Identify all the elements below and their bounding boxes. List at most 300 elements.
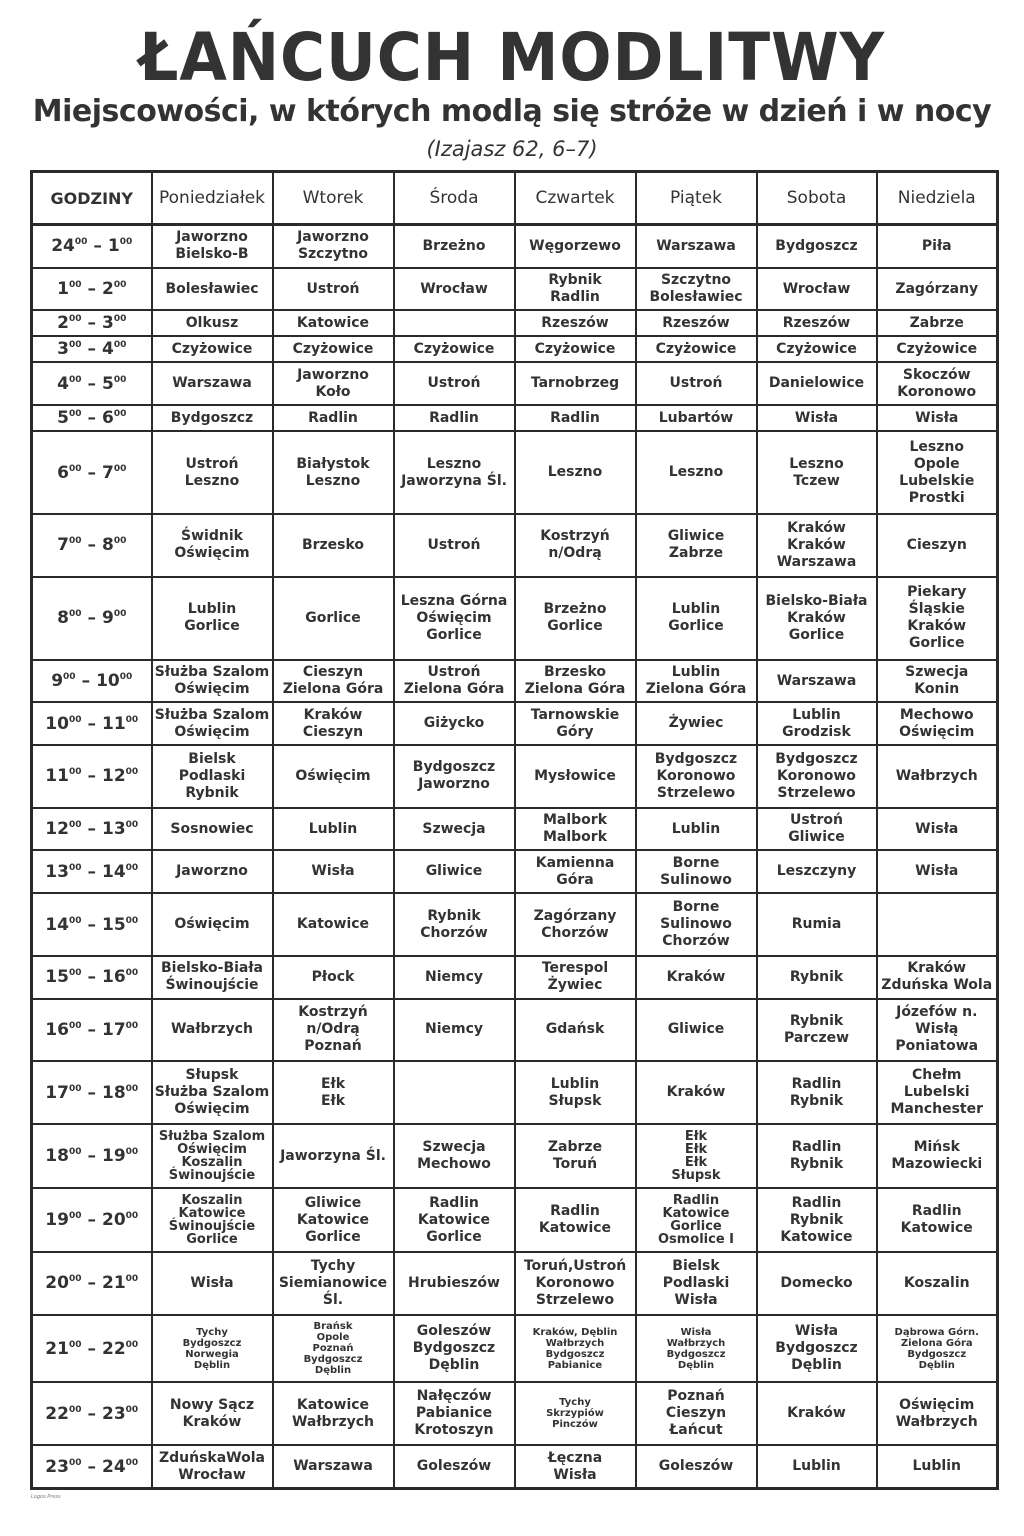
schedule-cell-friday: Lubartów bbox=[636, 405, 757, 431]
schedule-cell-saturday: Bydgoszcz Koronowo Strzelewo bbox=[757, 745, 877, 808]
hour-separator: – bbox=[87, 535, 96, 556]
hour-end: 17 bbox=[102, 1019, 126, 1040]
hour-start: 15 bbox=[45, 967, 69, 988]
schedule-cell-monday: ZduńskaWola Wrocław bbox=[152, 1445, 273, 1488]
minute-mark: 00 bbox=[74, 237, 88, 248]
schedule-cell-monday: Olkusz bbox=[152, 310, 273, 336]
schedule-cell-saturday: Wisła bbox=[757, 405, 877, 431]
schedule-cell-sunday: Oświęcim Wałbrzych bbox=[877, 1382, 998, 1445]
hour-separator: – bbox=[87, 313, 96, 334]
schedule-cell-wednesday: Gliwice bbox=[394, 850, 515, 893]
schedule-cell-thursday: Zagórzany Chorzów bbox=[515, 893, 636, 956]
hour-end: 21 bbox=[102, 1273, 126, 1294]
schedule-cell-sunday: Koszalin bbox=[877, 1252, 998, 1315]
schedule-cell-saturday: Kraków Kraków Warszawa bbox=[757, 514, 877, 577]
hour-end: 3 bbox=[102, 313, 114, 334]
hour-start: 1 bbox=[57, 279, 69, 300]
schedule-cell-sunday: Kraków Zduńska Wola bbox=[877, 956, 998, 999]
table-row bbox=[32, 310, 998, 336]
minute-mark: 00 bbox=[113, 374, 127, 385]
schedule-cell-tuesday: Białystok Leszno bbox=[273, 431, 394, 514]
hour-end: 4 bbox=[102, 339, 114, 360]
hour-separator: – bbox=[93, 236, 102, 257]
schedule-cell-saturday: Leszno Tczew bbox=[757, 431, 877, 514]
hour-start: 11 bbox=[45, 766, 69, 787]
schedule-cell-tuesday: Cieszyn Zielona Góra bbox=[273, 660, 394, 703]
schedule-cell-thursday: Radlin bbox=[515, 405, 636, 431]
minute-mark: 00 bbox=[68, 1457, 82, 1468]
hour-range-cell bbox=[32, 577, 152, 660]
schedule-cell-sunday: Mechowo Oświęcim bbox=[877, 702, 998, 745]
minute-mark: 00 bbox=[113, 409, 127, 420]
table-row bbox=[32, 1315, 998, 1383]
schedule-cell-monday: Oświęcim bbox=[152, 893, 273, 956]
schedule-cell-wednesday: Rybnik Chorzów bbox=[394, 893, 515, 956]
schedule-cell-friday: Ustroń bbox=[636, 362, 757, 405]
column-header-friday: Piątek bbox=[636, 172, 757, 225]
minute-mark: 00 bbox=[68, 1404, 82, 1415]
schedule-cell-thursday: Kraków, Dęblin Wałbrzych Bydgoszcz Pabianice bbox=[515, 1315, 636, 1383]
hour-start: 10 bbox=[45, 713, 69, 734]
schedule-cell-thursday: Malbork Malbork bbox=[515, 808, 636, 851]
schedule-cell-saturday: Bielsko-Biała Kraków Gorlice bbox=[757, 577, 877, 660]
minute-mark: 00 bbox=[68, 767, 82, 778]
schedule-cell-saturday: Bydgoszcz bbox=[757, 225, 877, 268]
hour-start: 13 bbox=[45, 861, 69, 882]
table-row bbox=[32, 1382, 998, 1445]
schedule-cell-tuesday: Katowice bbox=[273, 893, 394, 956]
schedule-cell-saturday: Ustroń Gliwice bbox=[757, 808, 877, 851]
hour-range-cell bbox=[32, 268, 152, 311]
hour-range-cell bbox=[32, 660, 152, 703]
minute-mark: 00 bbox=[113, 280, 127, 291]
schedule-cell-wednesday: Leszno Jaworzyna Śl. bbox=[394, 431, 515, 514]
table-row bbox=[32, 660, 998, 703]
schedule-cell-sunday: Leszno Opole Lubelskie Prostki bbox=[877, 431, 998, 514]
minute-mark: 00 bbox=[68, 609, 82, 620]
hour-range-cell bbox=[32, 514, 152, 577]
hour-separator: – bbox=[87, 713, 96, 734]
schedule-cell-friday: Czyżowice bbox=[636, 336, 757, 362]
hour-range-cell bbox=[32, 745, 152, 808]
table-row bbox=[32, 745, 998, 808]
hour-end: 7 bbox=[102, 462, 114, 483]
table-row bbox=[32, 1124, 998, 1188]
hour-start: 22 bbox=[45, 1403, 69, 1424]
hour-end: 14 bbox=[102, 861, 126, 882]
schedule-cell-sunday: Cieszyn bbox=[877, 514, 998, 577]
hour-end: 15 bbox=[102, 914, 126, 935]
minute-mark: 00 bbox=[113, 314, 127, 325]
minute-mark: 00 bbox=[125, 1020, 139, 1031]
minute-mark: 00 bbox=[68, 820, 82, 831]
hour-separator: – bbox=[87, 1019, 96, 1040]
schedule-cell-friday: Lublin bbox=[636, 808, 757, 851]
hour-start: 16 bbox=[45, 1019, 69, 1040]
minute-mark: 00 bbox=[125, 1339, 139, 1350]
schedule-cell-wednesday bbox=[394, 1061, 515, 1124]
table-row bbox=[32, 999, 998, 1062]
table-row bbox=[32, 1061, 998, 1124]
schedule-cell-friday: Ełk Ełk Ełk Słupsk bbox=[636, 1124, 757, 1188]
hour-separator: – bbox=[87, 408, 96, 429]
hour-separator: – bbox=[87, 339, 96, 360]
schedule-cell-monday: Ustroń Leszno bbox=[152, 431, 273, 514]
schedule-cell-friday: Borne Sulinowo bbox=[636, 850, 757, 893]
hour-end: 10 bbox=[96, 671, 120, 692]
schedule-cell-saturday: Lublin bbox=[757, 1445, 877, 1488]
schedule-cell-thursday: Zabrze Toruń bbox=[515, 1124, 636, 1188]
hour-start: 6 bbox=[57, 462, 69, 483]
hour-start: 2 bbox=[57, 313, 69, 334]
table-row bbox=[32, 1445, 998, 1488]
schedule-cell-thursday: Tychy Skrzypiów Pinczów bbox=[515, 1382, 636, 1445]
minute-mark: 00 bbox=[113, 536, 127, 547]
schedule-cell-monday: Nowy Sącz Kraków bbox=[152, 1382, 273, 1445]
hour-separator: – bbox=[87, 1456, 96, 1477]
minute-mark: 00 bbox=[125, 1274, 139, 1285]
hour-separator: – bbox=[87, 967, 96, 988]
hour-separator: – bbox=[87, 766, 96, 787]
schedule-cell-sunday: Lublin bbox=[877, 1445, 998, 1488]
table-row bbox=[32, 225, 998, 268]
schedule-cell-saturday: Rumia bbox=[757, 893, 877, 956]
column-header-tuesday: Wtorek bbox=[273, 172, 394, 225]
minute-mark: 00 bbox=[68, 1339, 82, 1350]
schedule-cell-sunday: Wisła bbox=[877, 850, 998, 893]
hour-start: 20 bbox=[45, 1273, 69, 1294]
schedule-cell-saturday: Danielowice bbox=[757, 362, 877, 405]
schedule-cell-tuesday: Jaworzno Szczytno bbox=[273, 225, 394, 268]
schedule-cell-thursday: Czyżowice bbox=[515, 336, 636, 362]
schedule-cell-sunday: Szwecja Konin bbox=[877, 660, 998, 703]
hour-range-cell bbox=[32, 405, 152, 431]
minute-mark: 00 bbox=[68, 314, 82, 325]
schedule-cell-wednesday: Hrubieszów bbox=[394, 1252, 515, 1315]
hour-range-cell bbox=[32, 336, 152, 362]
minute-mark: 00 bbox=[125, 1083, 139, 1094]
schedule-cell-thursday: Brzeżno Gorlice bbox=[515, 577, 636, 660]
minute-mark: 00 bbox=[68, 1211, 82, 1222]
schedule-cell-sunday: Józefów n. Wisłą Poniatowa bbox=[877, 999, 998, 1062]
minute-mark: 00 bbox=[63, 672, 76, 683]
schedule-cell-thursday: Węgorzewo bbox=[515, 225, 636, 268]
schedule-cell-wednesday: Ustroń Zielona Góra bbox=[394, 660, 515, 703]
column-header-saturday: Sobota bbox=[757, 172, 877, 225]
minute-mark: 00 bbox=[68, 1274, 82, 1285]
schedule-cell-sunday: Piła bbox=[877, 225, 998, 268]
schedule-cell-thursday: Rybnik Radlin bbox=[515, 268, 636, 311]
minute-mark: 00 bbox=[125, 1147, 139, 1158]
schedule-cell-monday: Służba Szalom Oświęcim bbox=[152, 702, 273, 745]
hour-end: 20 bbox=[102, 1210, 126, 1231]
schedule-cell-sunday: Skoczów Koronowo bbox=[877, 362, 998, 405]
hour-end: 1 bbox=[107, 236, 120, 257]
schedule-cell-monday: Bolesławiec bbox=[152, 268, 273, 311]
schedule-cell-monday: Jaworzno Bielsko-B bbox=[152, 225, 273, 268]
minute-mark: 00 bbox=[68, 463, 82, 474]
schedule-cell-friday: Warszawa bbox=[636, 225, 757, 268]
schedule-cell-wednesday: Radlin Katowice Gorlice bbox=[394, 1188, 515, 1252]
schedule-cell-friday: Gliwice bbox=[636, 999, 757, 1062]
schedule-cell-wednesday: Szwecja Mechowo bbox=[394, 1124, 515, 1188]
hour-end: 11 bbox=[102, 713, 126, 734]
hour-separator: – bbox=[87, 462, 96, 483]
schedule-cell-friday: Poznań Cieszyn Łańcut bbox=[636, 1382, 757, 1445]
schedule-cell-saturday: Leszczyny bbox=[757, 850, 877, 893]
schedule-cell-wednesday: Leszna Górna Oświęcim Gorlice bbox=[394, 577, 515, 660]
schedule-cell-friday: Bydgoszcz Koronowo Strzelewo bbox=[636, 745, 757, 808]
minute-mark: 00 bbox=[68, 1020, 82, 1031]
schedule-cell-sunday: Czyżowice bbox=[877, 336, 998, 362]
schedule-cell-monday: Jaworzno bbox=[152, 850, 273, 893]
schedule-cell-thursday: Łęczna Wisła bbox=[515, 1445, 636, 1488]
schedule-cell-tuesday: Jaworzyna Śl. bbox=[273, 1124, 394, 1188]
minute-mark: 00 bbox=[68, 1147, 82, 1158]
hour-end: 2 bbox=[102, 279, 114, 300]
schedule-cell-thursday: Rzeszów bbox=[515, 310, 636, 336]
hour-end: 18 bbox=[102, 1082, 126, 1103]
publisher-signature: Logos Press bbox=[31, 1494, 61, 1500]
hour-start: 23 bbox=[45, 1456, 69, 1477]
schedule-cell-friday: Kraków bbox=[636, 1061, 757, 1124]
minute-mark: 00 bbox=[113, 340, 127, 351]
minute-mark: 00 bbox=[68, 1083, 82, 1094]
schedule-cell-monday: Koszalin Katowice Świnoujście Gorlice bbox=[152, 1188, 273, 1252]
schedule-cell-wednesday bbox=[394, 310, 515, 336]
schedule-cell-tuesday: Katowice bbox=[273, 310, 394, 336]
prayer-schedule-table bbox=[30, 170, 999, 1490]
hour-end: 9 bbox=[102, 608, 114, 629]
hour-end: 23 bbox=[102, 1403, 126, 1424]
column-header-wednesday: Środa bbox=[394, 172, 515, 225]
table-row bbox=[32, 956, 998, 999]
schedule-cell-monday: Bielsk Podlaski Rybnik bbox=[152, 745, 273, 808]
schedule-cell-monday: Bydgoszcz bbox=[152, 405, 273, 431]
minute-mark: 00 bbox=[68, 340, 82, 351]
hour-start: 24 bbox=[51, 236, 75, 257]
hour-separator: – bbox=[87, 1403, 96, 1424]
minute-mark: 00 bbox=[125, 968, 139, 979]
schedule-cell-sunday: Chełm Lubelski Manchester bbox=[877, 1061, 998, 1124]
table-row bbox=[32, 893, 998, 956]
schedule-cell-thursday: Brzesko Zielona Góra bbox=[515, 660, 636, 703]
schedule-cell-saturday: Lublin Grodzisk bbox=[757, 702, 877, 745]
schedule-cell-monday: Świdnik Oświęcim bbox=[152, 514, 273, 577]
hour-start: 21 bbox=[45, 1338, 69, 1359]
minute-mark: 00 bbox=[125, 767, 139, 778]
minute-mark: 00 bbox=[125, 862, 139, 873]
table-row bbox=[32, 1252, 998, 1315]
hour-end: 24 bbox=[102, 1456, 126, 1477]
column-header-thursday: Czwartek bbox=[515, 172, 636, 225]
hour-separator: – bbox=[81, 671, 91, 692]
hour-end: 13 bbox=[102, 819, 126, 840]
schedule-cell-friday: Gliwice Zabrze bbox=[636, 514, 757, 577]
table-row bbox=[32, 405, 998, 431]
schedule-cell-thursday: Tarnobrzeg bbox=[515, 362, 636, 405]
minute-mark: 00 bbox=[68, 714, 82, 725]
schedule-cell-saturday: Radlin Rybnik bbox=[757, 1061, 877, 1124]
hour-end: 22 bbox=[102, 1338, 126, 1359]
table-row bbox=[32, 514, 998, 577]
minute-mark: 00 bbox=[125, 1457, 139, 1468]
schedule-cell-thursday: Toruń,Ustroń Koronowo Strzelewo bbox=[515, 1252, 636, 1315]
minute-mark: 00 bbox=[125, 915, 139, 926]
schedule-cell-tuesday: Kraków Cieszyn bbox=[273, 702, 394, 745]
schedule-cell-thursday: Terespol Żywiec bbox=[515, 956, 636, 999]
schedule-cell-wednesday: Niemcy bbox=[394, 956, 515, 999]
schedule-cell-thursday: Mysłowice bbox=[515, 745, 636, 808]
schedule-cell-wednesday: Ustroń bbox=[394, 362, 515, 405]
schedule-cell-saturday: Wrocław bbox=[757, 268, 877, 311]
minute-mark: 00 bbox=[113, 463, 127, 474]
schedule-cell-wednesday: Szwecja bbox=[394, 808, 515, 851]
schedule-cell-friday: Lublin Gorlice bbox=[636, 577, 757, 660]
hour-end: 6 bbox=[102, 408, 114, 429]
hour-start: 12 bbox=[45, 819, 69, 840]
schedule-cell-saturday: Rybnik Parczew bbox=[757, 999, 877, 1062]
hour-start: 17 bbox=[45, 1082, 69, 1103]
schedule-cell-monday: Służba Szalom Oświęcim bbox=[152, 660, 273, 703]
hour-range-cell bbox=[32, 808, 152, 851]
hour-separator: – bbox=[87, 914, 96, 935]
schedule-cell-monday: Służba Szalom Oświęcim Koszalin Świnoujście bbox=[152, 1124, 273, 1188]
schedule-cell-tuesday: Kostrzyń n/Odrą Poznań bbox=[273, 999, 394, 1062]
hour-range-cell bbox=[32, 1124, 152, 1188]
hour-separator: – bbox=[87, 1273, 96, 1294]
schedule-cell-sunday: Wałbrzych bbox=[877, 745, 998, 808]
minute-mark: 00 bbox=[68, 280, 82, 291]
column-header-sunday: Niedziela bbox=[877, 172, 998, 225]
schedule-cell-wednesday: Czyżowice bbox=[394, 336, 515, 362]
hour-end: 12 bbox=[102, 766, 126, 787]
table-row bbox=[32, 702, 998, 745]
column-header-hours: GODZINY bbox=[32, 172, 152, 225]
hour-range-cell bbox=[32, 850, 152, 893]
schedule-cell-monday: Sosnowiec bbox=[152, 808, 273, 851]
header-row bbox=[32, 172, 998, 225]
hour-range-cell bbox=[32, 1445, 152, 1488]
schedule-cell-friday: Goleszów bbox=[636, 1445, 757, 1488]
schedule-cell-tuesday: Płock bbox=[273, 956, 394, 999]
table-row bbox=[32, 431, 998, 514]
schedule-cell-wednesday: Bydgoszcz Jaworzno bbox=[394, 745, 515, 808]
hour-separator: – bbox=[87, 861, 96, 882]
schedule-cell-friday: Rzeszów bbox=[636, 310, 757, 336]
schedule-cell-tuesday: Gorlice bbox=[273, 577, 394, 660]
minute-mark: 00 bbox=[113, 609, 127, 620]
hour-separator: – bbox=[87, 373, 96, 394]
minute-mark: 00 bbox=[68, 374, 82, 385]
schedule-cell-friday: Borne Sulinowo Chorzów bbox=[636, 893, 757, 956]
schedule-cell-wednesday: Brzeżno bbox=[394, 225, 515, 268]
schedule-cell-tuesday: Radlin bbox=[273, 405, 394, 431]
hour-start: 19 bbox=[45, 1210, 69, 1231]
schedule-cell-monday: Warszawa bbox=[152, 362, 273, 405]
schedule-cell-wednesday: Wrocław bbox=[394, 268, 515, 311]
schedule-cell-saturday: Wisła Bydgoszcz Dęblin bbox=[757, 1315, 877, 1383]
hour-start: 5 bbox=[57, 408, 69, 429]
schedule-cell-tuesday: Brańsk Opole Poznań Bydgoszcz Dęblin bbox=[273, 1315, 394, 1383]
schedule-cell-thursday: Kamienna Góra bbox=[515, 850, 636, 893]
schedule-cell-sunday bbox=[877, 893, 998, 956]
minute-mark: 00 bbox=[125, 820, 139, 831]
scripture-reference: (Izajasz 62, 6–7) bbox=[426, 137, 598, 161]
hour-separator: – bbox=[87, 1082, 96, 1103]
table-row bbox=[32, 577, 998, 660]
schedule-cell-thursday: Leszno bbox=[515, 431, 636, 514]
schedule-cell-monday: Wałbrzych bbox=[152, 999, 273, 1062]
table-row bbox=[32, 362, 998, 405]
schedule-cell-wednesday: Niemcy bbox=[394, 999, 515, 1062]
schedule-cell-sunday: Wisła bbox=[877, 405, 998, 431]
schedule-cell-saturday: Czyżowice bbox=[757, 336, 877, 362]
schedule-cell-monday: Lublin Gorlice bbox=[152, 577, 273, 660]
hour-start: 9 bbox=[51, 671, 64, 692]
hour-start: 18 bbox=[45, 1146, 69, 1167]
schedule-cell-sunday: Zabrze bbox=[877, 310, 998, 336]
minute-mark: 00 bbox=[125, 1404, 139, 1415]
schedule-cell-sunday: Wisła bbox=[877, 808, 998, 851]
page-title: ŁAŃCUCH MODLITWY bbox=[138, 19, 886, 96]
schedule-cell-friday: Szczytno Bolesławiec bbox=[636, 268, 757, 311]
schedule-cell-thursday: Gdańsk bbox=[515, 999, 636, 1062]
schedule-cell-wednesday: Goleszów bbox=[394, 1445, 515, 1488]
schedule-cell-monday: Tychy Bydgoszcz Norwegia Dęblin bbox=[152, 1315, 273, 1383]
schedule-cell-sunday: Dąbrowa Górn. Zielona Góra Bydgoszcz Dęblin bbox=[877, 1315, 998, 1383]
hour-range-cell bbox=[32, 1382, 152, 1445]
hour-separator: – bbox=[87, 1210, 96, 1231]
minute-mark: 00 bbox=[119, 672, 133, 683]
hour-separator: – bbox=[87, 279, 96, 300]
hour-start: 4 bbox=[57, 373, 69, 394]
schedule-cell-friday: Żywiec bbox=[636, 702, 757, 745]
schedule-cell-friday: Lublin Zielona Góra bbox=[636, 660, 757, 703]
table-row bbox=[32, 268, 998, 311]
hour-range-cell bbox=[32, 1252, 152, 1315]
hour-separator: – bbox=[87, 1338, 96, 1359]
schedule-cell-tuesday: Warszawa bbox=[273, 1445, 394, 1488]
hour-range-cell bbox=[32, 1315, 152, 1383]
schedule-cell-tuesday: Gliwice Katowice Gorlice bbox=[273, 1188, 394, 1252]
schedule-cell-sunday: Radlin Katowice bbox=[877, 1188, 998, 1252]
schedule-cell-wednesday: Radlin bbox=[394, 405, 515, 431]
minute-mark: 00 bbox=[68, 536, 82, 547]
schedule-cell-sunday: Piekary Śląskie Kraków Gorlice bbox=[877, 577, 998, 660]
minute-mark: 00 bbox=[68, 409, 82, 420]
column-header-monday: Poniedziałek bbox=[152, 172, 273, 225]
minute-mark: 00 bbox=[68, 915, 82, 926]
hour-separator: – bbox=[87, 819, 96, 840]
schedule-cell-monday: Wisła bbox=[152, 1252, 273, 1315]
schedule-cell-tuesday: Ustroń bbox=[273, 268, 394, 311]
schedule-cell-wednesday: Giżycko bbox=[394, 702, 515, 745]
hour-start: 14 bbox=[45, 914, 69, 935]
schedule-cell-wednesday: Ustroń bbox=[394, 514, 515, 577]
table-row bbox=[32, 808, 998, 851]
schedule-cell-saturday: Radlin Rybnik Katowice bbox=[757, 1188, 877, 1252]
schedule-cell-monday: Słupsk Służba Szalom Oświęcim bbox=[152, 1061, 273, 1124]
schedule-cell-tuesday: Czyżowice bbox=[273, 336, 394, 362]
schedule-cell-tuesday: Lublin bbox=[273, 808, 394, 851]
schedule-cell-tuesday: Wisła bbox=[273, 850, 394, 893]
schedule-cell-thursday: Kostrzyń n/Odrą bbox=[515, 514, 636, 577]
hour-start: 3 bbox=[57, 339, 69, 360]
hour-end: 8 bbox=[102, 535, 114, 556]
hour-range-cell bbox=[32, 1061, 152, 1124]
schedule-cell-wednesday: Nałęczów Pabianice Krotoszyn bbox=[394, 1382, 515, 1445]
